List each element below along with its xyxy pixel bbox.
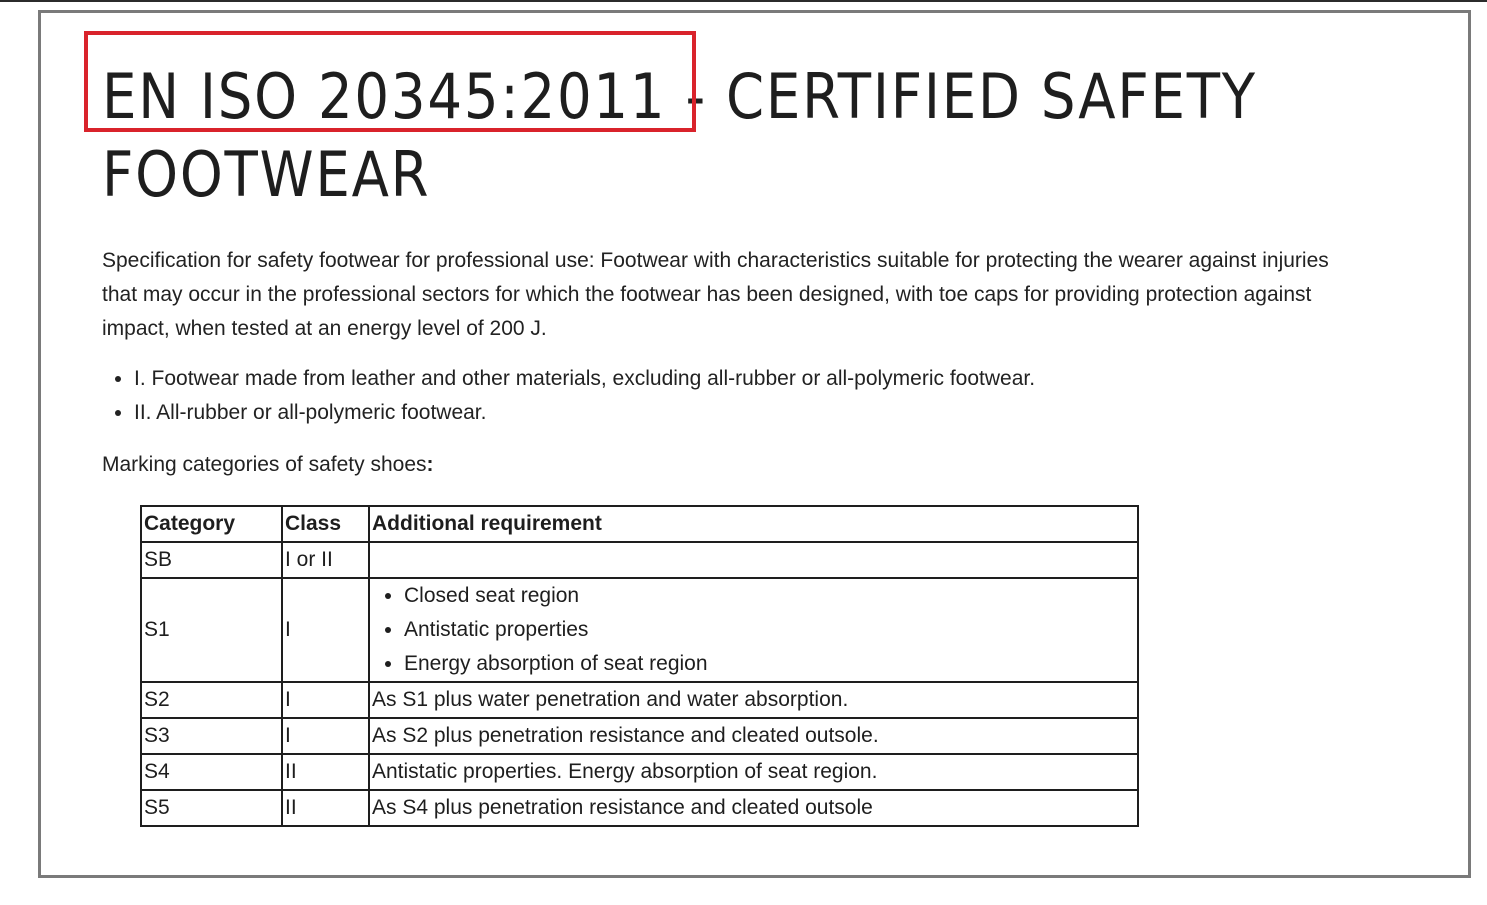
- list-item: • Antistatic properties: [404, 613, 1137, 647]
- cell-class: I: [282, 682, 369, 718]
- marking-label-text: Marking categories of safety shoes: [102, 453, 427, 476]
- table-header-row: [141, 506, 1138, 542]
- top-rule: [0, 0, 1487, 2]
- cell-requirement: [369, 542, 1138, 578]
- list-item: • Closed seat region: [404, 579, 1137, 613]
- cell-category: SB: [141, 542, 282, 578]
- list-item: • Energy absorption of seat region: [404, 647, 1137, 681]
- table-row: [141, 682, 1138, 718]
- cell-category: S2: [141, 682, 282, 718]
- marking-categories-label: [102, 448, 1372, 482]
- standard-highlight-box: [84, 31, 696, 132]
- cell-requirement: As S4 plus penetration resistance and cleated outsole: [369, 790, 1138, 826]
- table-row: [141, 542, 1138, 578]
- requirement-list: [372, 579, 1137, 681]
- header-requirement: Additional requirement: [369, 506, 1138, 542]
- cell-category: S4: [141, 754, 282, 790]
- header-category: Category: [141, 506, 282, 542]
- marking-label-colon: :: [426, 453, 434, 476]
- intro-paragraph: Specification for safety footwear for professional use: Footwear with characteristics suitable for protecting the wearer against injuries that may occur in the professional sectors for which the footwear has been designed, with toe caps for providing protection against impact, when tested at an energy level of 200 J.: [102, 249, 1329, 340]
- footwear-classes-list: [102, 362, 1372, 430]
- cell-class: I or II: [282, 542, 369, 578]
- table-row: [141, 578, 1138, 682]
- table-row: [141, 790, 1138, 826]
- cell-requirement: As S2 plus penetration resistance and cleated outsole.: [369, 718, 1138, 754]
- cell-class: II: [282, 790, 369, 826]
- cell-requirement: [369, 578, 1138, 682]
- cell-class: I: [282, 718, 369, 754]
- list-item: • I. Footwear made from leather and other materials, excluding all-rubber or all-polymeric footwear.: [134, 362, 1372, 396]
- cell-class: I: [282, 578, 369, 682]
- table-row: [141, 754, 1138, 790]
- marking-categories-table: [140, 505, 1139, 827]
- cell-category: S5: [141, 790, 282, 826]
- cell-requirement: Antistatic properties. Energy absorption of seat region.: [369, 754, 1138, 790]
- cell-category: S3: [141, 718, 282, 754]
- table-row: [141, 718, 1138, 754]
- cell-class: II: [282, 754, 369, 790]
- header-class: Class: [282, 506, 369, 542]
- cell-category: S1: [141, 578, 282, 682]
- page-title: EN ISO 20345:2011 - CERTIFIED SAFETY FOOTWEAR: [102, 60, 1257, 211]
- cell-requirement: As S1 plus water penetration and water absorption.: [369, 682, 1138, 718]
- list-item: • II. All-rubber or all-polymeric footwear.: [134, 396, 1372, 430]
